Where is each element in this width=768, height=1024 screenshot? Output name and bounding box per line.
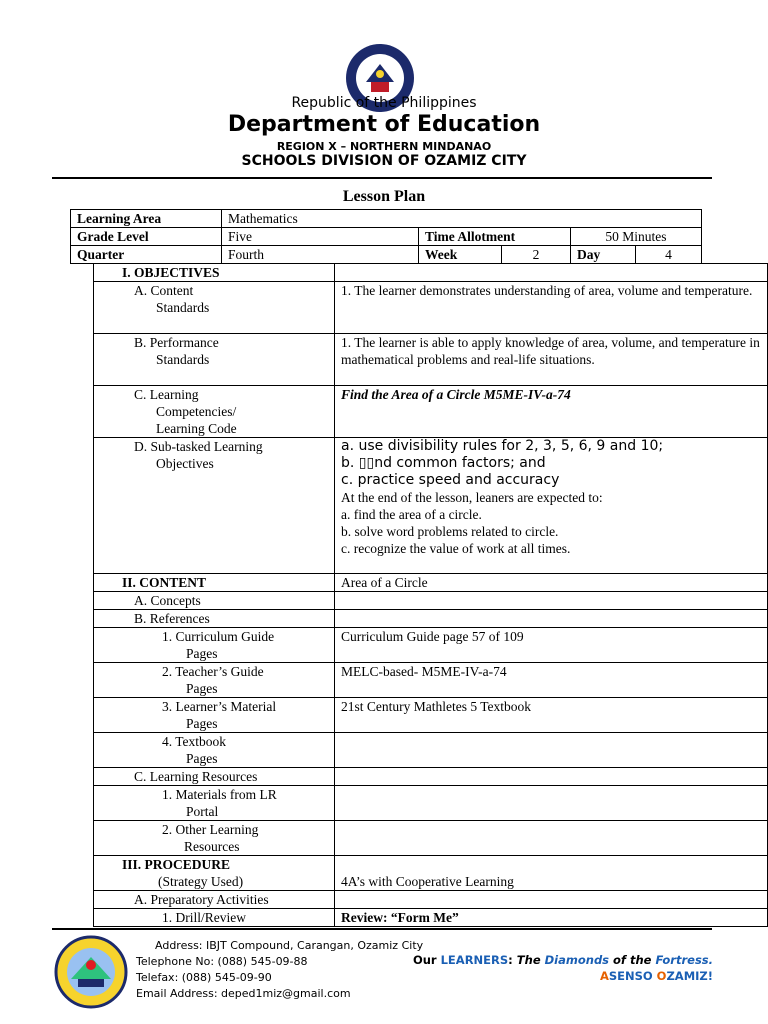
lr-portal-value [335,786,768,821]
textbook-value [335,733,768,768]
quarter-value: Fourth [222,246,419,264]
objective-2: b. solve word problems related to circle. [341,524,559,539]
lesson-plan-table [93,263,768,927]
time-allotment-value: 50 Minutes [571,228,702,246]
telephone-line: Telephone No: (088) 545-09-88 [136,955,308,968]
sub-objectives-intro: At the end of the lesson, leaners are expected to: [341,490,603,505]
learning-area-label: Learning Area [71,210,222,228]
tagline [413,952,713,984]
week-label: Week [419,246,502,264]
concepts-label: A. Concepts [94,592,335,610]
footer-divider [52,928,712,930]
tagline-line-1: Our LEARNERS: The Diamonds of the Fortress. [412,953,713,967]
sub-objective-b: b. ▯▯nd common factors; and [341,455,546,471]
sub-tasked-objectives-value [335,438,768,574]
region-heading: REGION X – NORTHERN MINDANAO [276,140,492,153]
header-divider [52,177,712,179]
concepts-value [335,592,768,610]
tagline-line-2: ASENSO OZAMIZ! [599,969,713,983]
lr-portal-label: 1. Materials from LR Portal [94,786,335,821]
learners-material-value: 21st Century Mathletes 5 Textbook [335,698,768,733]
preparatory-value [335,891,768,909]
curriculum-guide-value: Curriculum Guide page 57 of 109 [335,628,768,663]
drill-value: Review: “Form Me” [335,909,768,927]
week-value: 2 [502,246,571,264]
sub-objective-a: a. use divisibility rules for 2, 3, 5, 6, 9 and 10; [341,438,664,454]
textbook-label: 4. Textbook Pages [94,733,335,768]
performance-standards-value: 1. The learner is able to apply knowledge of area, volume, and temperature in mathematical problems and real-life situations. [335,334,768,386]
preparatory-label: A. Preparatory Activities [94,891,335,909]
other-resources-value [335,821,768,856]
content-heading: II. CONTENT [94,574,335,592]
objectives-cell [335,264,768,282]
content-value: Area of a Circle [335,574,768,592]
learning-competencies-label: C. Learning Competencies/ Learning Code [94,386,335,438]
page-title: Lesson Plan [342,188,426,205]
department-heading: Department of Education [227,112,541,137]
other-resources-label: 2. Other Learning Resources [94,821,335,856]
learning-competencies-value: Find the Area of a Circle M5ME-IV-a-74 [335,386,768,438]
address-line: Address: IBJT Compound, Carangan, Ozamiz City [155,939,424,952]
teachers-guide-label: 2. Teacher’s Guide Pages [94,663,335,698]
drill-label: 1. Drill/Review [94,909,335,927]
grade-level-value: Five [222,228,419,246]
learning-resources-value [335,768,768,786]
references-value [335,610,768,628]
time-allotment-label: Time Allotment [419,228,571,246]
email-line: Email Address: deped1miz@gmail.com [136,987,351,1000]
quarter-label: Quarter [71,246,222,264]
learning-resources-label: C. Learning Resources [94,768,335,786]
objective-3: c. recognize the value of work at all times. [341,541,571,556]
content-standards-label: A. Content Standards [94,282,335,334]
learning-area-value: Mathematics [222,210,702,228]
telefax-line: Telefax: (088) 545-09-90 [136,971,272,984]
division-seal-logo [54,935,128,1009]
objectives-heading: I. OBJECTIVES [94,264,335,282]
procedure-label: III. PROCEDURE (Strategy Used) [94,856,335,891]
day-value: 4 [636,246,702,264]
references-label: B. References [94,610,335,628]
strategy-value: 4A’s with Cooperative Learning [335,856,768,891]
info-table [70,209,702,264]
learners-material-label: 3. Learner’s Material Pages [94,698,335,733]
sub-tasked-objectives-label: D. Sub-tasked Learning Objectives [94,438,335,574]
teachers-guide-value: MELC-based- M5ME-IV-a-74 [335,663,768,698]
curriculum-guide-label: 1. Curriculum Guide Pages [94,628,335,663]
sub-objective-c: c. practice speed and accuracy [341,472,560,488]
objective-1: a. find the area of a circle. [341,507,482,522]
day-label: Day [571,246,636,264]
republic-heading: Republic of the Philippines [291,95,477,111]
grade-level-label: Grade Level [71,228,222,246]
performance-standards-label: B. Performance Standards [94,334,335,386]
contact-block [136,938,423,1002]
content-standards-value: 1. The learner demonstrates understanding of area, volume and temperature. [335,282,768,334]
division-heading: SCHOOLS DIVISION OF OZAMIZ CITY [241,153,527,169]
